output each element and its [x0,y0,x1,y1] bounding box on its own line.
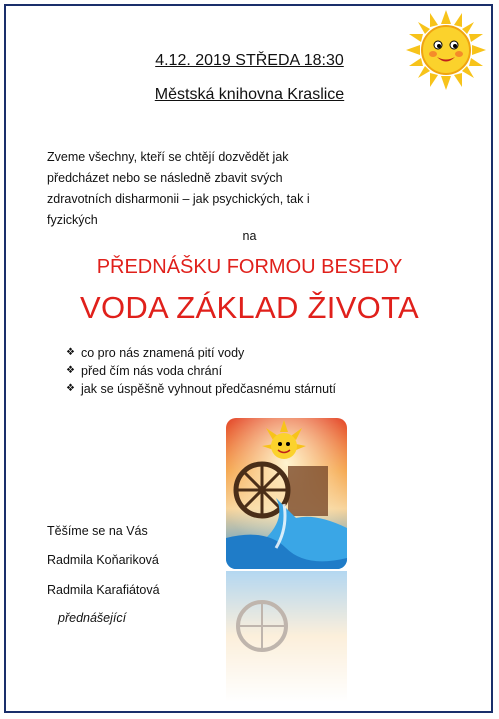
list-item [66,380,336,398]
closing-greeting: Těšíme se na Vás [47,524,148,538]
connector-word: na [242,229,257,243]
lecture-title: VODA ZÁKLAD ŽIVOTA [79,290,419,325]
event-venue: Městská knihovna Kraslice [154,86,345,103]
lecture-subtitle: PŘEDNÁŠKU FORMOU BESEDY [96,256,403,278]
diamond-bullet-icon: ❖ [66,365,75,376]
water-mill-sun-image [226,418,347,569]
list-item-text: co pro nás znamená pití vody [81,346,245,360]
diamond-bullet-icon: ❖ [66,347,75,358]
intro-line: Zveme všechny, kteří se chtějí dozvědět jak [47,150,289,164]
presenter-role: přednášející [58,611,127,625]
list-item [66,344,336,362]
sun-icon [406,10,486,90]
water-mill-reflection-image [226,571,347,701]
intro-line: fyzických [47,213,98,227]
list-item [66,362,336,380]
list-item-text: před čím nás voda chrání [81,364,223,378]
presenter-name: Radmila Karafiátová [47,583,160,597]
intro-line: předcházet nebo se následně zbavit svých [47,171,283,185]
intro-paragraph [47,147,390,231]
presenter-name: Radmila Koňariková [47,553,159,567]
event-date: 4.12. 2019 STŘEDA 18:30 [155,52,344,69]
topic-list [66,344,336,398]
diamond-bullet-icon: ❖ [66,383,75,394]
intro-line: zdravotních disharmonii – jak psychických, tak i [47,192,310,206]
list-item-text: jak se úspěšně vyhnout předčasnému stárnutí [81,382,337,396]
